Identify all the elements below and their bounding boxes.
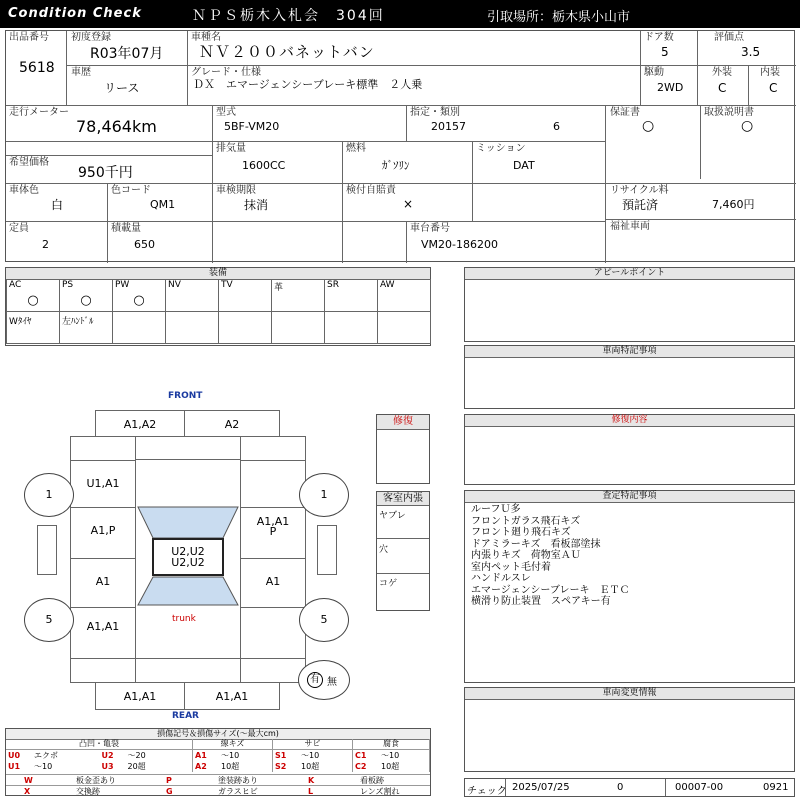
right-front-door: A1,A1 P [240,507,306,559]
equipment-option-cell [377,311,431,344]
insurance: × [403,197,414,211]
model-name-label: 車種名 [191,32,221,43]
price-label: 希望価格 [9,157,49,168]
info-grid [5,30,795,262]
left-rear-door: A1 [70,558,136,608]
chassis-number: VM20-186200 [421,238,498,251]
legend-code: S2 [275,762,287,771]
front-bumper-left: A1,A2 [95,410,185,437]
equipment-cell-sr [324,279,378,312]
legend-code: U0 [8,751,21,760]
equipment-option-cell [59,311,113,344]
grade: ＤＸ エマージェンシーブレーキ標準 ２人乗 [193,78,423,91]
legend-code: G [166,787,173,796]
legend-code: S1 [275,751,287,760]
damage-legend [5,728,431,796]
legend-code: U3 [101,762,114,771]
equipment-label: NV [168,280,181,290]
legend-code-row [6,785,430,797]
front-label: FRONT [168,391,203,401]
legend-desc: 〜20 [127,751,146,760]
equipment-title: 装備 [6,268,430,280]
roof: U2,U2 U2,U2 [152,538,224,576]
right-front-fender [240,460,306,508]
legend-group-name: 腐食 [353,739,429,750]
check-date: 2025/07/25 [512,782,570,793]
legend-desc: 〜10 [301,751,320,760]
cabin-box [376,491,430,611]
repair-content-panel [464,414,795,485]
equipment-panel [5,267,431,346]
legend-group [353,739,430,772]
model-code-label: 型式 [216,107,236,118]
legend-group [273,739,353,772]
legend-code: C2 [355,762,367,771]
load-capacity: 650 [134,238,155,251]
equipment-option-cell [218,311,272,344]
equipment-cell-pw [112,279,166,312]
chassis-label: 車台番号 [410,223,450,234]
tire-rear-left: 5 [24,598,74,642]
cabin-title: 客室内張 [377,492,429,506]
inspection-note: 室内ペット毛付着 [471,561,551,573]
legend-desc: 〜10 [381,751,400,760]
legend-desc: レンズ割れ [360,787,400,796]
equipment-label: AC [9,280,22,290]
color-code: QM1 [150,198,176,211]
lot-number: 5618 [19,60,55,76]
equipment-mark: ○ [133,293,145,308]
exterior-grade: C [718,81,727,95]
welfare-label: 福祉車両 [610,221,650,232]
type-number: 20157 [431,120,466,133]
recycle-fee: 7,460円 [712,198,755,211]
changes-title: 車両変更情報 [465,688,794,700]
inspection-expiry: 抹消 [244,198,269,212]
displacement-label: 排気量 [216,143,246,154]
equipment-label: PS [62,280,74,290]
car-diagram [0,385,375,725]
legend-row [6,761,192,772]
warranty-label: 保証書 [610,107,640,118]
right-quarter-panel [240,607,306,659]
type-label: 指定・類別 [410,107,460,118]
legend-title: 損傷記号＆損傷サイズ(〜最大cm) [6,729,430,740]
body-color: 白 [51,198,64,212]
fuel-label: 燃料 [346,143,366,154]
appeal-panel [464,267,795,342]
equipment-label: 革 [274,283,284,293]
inspection-note: 内張りキズ 荷物室ＡＵ [471,550,581,561]
right-rear-door: A1 [240,558,306,608]
cabin-item-tear: ヤブレ [379,511,406,521]
score-label: 評価点 [714,32,744,43]
left-mirror [37,525,57,575]
inspection-note: ドアミラーキズ 看板部塗抹 [471,538,601,550]
warranty: ○ [642,118,655,134]
legend-group [6,739,193,772]
special-panel [464,345,795,409]
header-bar [0,0,800,28]
legend-code: U2 [101,751,114,760]
windshield-rear [135,575,241,607]
interior-grade: C [769,81,778,95]
front-bumper-right: A2 [184,410,280,437]
insurance-label: 検付自賠責 [346,185,396,196]
equipment-cell-nv [165,279,219,312]
category-number: 6 [553,120,560,133]
left-front-fender: U1,A1 [70,460,136,508]
equipment-label: TV [221,280,233,290]
model-code: 5BF-VM20 [224,120,280,133]
load-label: 積載量 [111,223,141,234]
legend-desc: 10超 [381,762,400,771]
history-label: 車歴 [71,67,91,78]
mission-label: ミッション [476,143,526,154]
color-label: 車体色 [9,185,39,196]
legend-code: A1 [195,751,207,760]
cabin-item-burn: コゲ [379,579,398,589]
mission: DAT [513,159,535,172]
grade-label: グレード・仕様 [191,67,261,78]
inspection-notes-list [471,504,629,608]
appeal-title: アピールポイント [465,268,794,280]
legend-desc: 〜10 [221,751,240,760]
equipment-option-cell [165,311,219,344]
rear-label: REAR [172,711,199,721]
inspection-note: フロントガラス飛石キズ [471,515,581,527]
inspection-notes-title: 査定特記事項 [465,491,794,503]
serial-number-2: 0921 [763,782,789,793]
manual: ○ [741,118,754,134]
equipment-label: SR [327,280,339,290]
legend-row [353,750,429,761]
equipment-option-label: Wﾀｲﾔ [9,317,32,327]
equipment-label: PW [115,280,130,290]
inspection-label: 車検期限 [216,185,256,196]
equipment-cell-aw [377,279,431,312]
inspection-note: フロント廻り飛石キズ [471,527,571,538]
tire-front-right: 1 [299,473,349,517]
displacement: 1600CC [242,159,286,172]
check-label: チェック [467,786,507,797]
legend-code: K [308,776,315,785]
drive-label: 駆動 [644,67,664,78]
legend-row [273,750,352,761]
windshield-front [135,505,241,540]
legend-group [193,739,273,772]
right-mirror [317,525,337,575]
inspection-note: 横滑り防止装置 スペアキー有 [471,596,611,607]
interior-label: 内装 [760,67,780,78]
legend-code: C1 [355,751,367,760]
capacity: 2 [42,238,49,251]
rear-bumper-left: A1,A1 [95,682,185,710]
equipment-label: AW [380,280,395,290]
auction-title: ＮＰＳ栃木入札会 304回 [192,8,385,24]
repair-content-title: 修復内容 [465,415,794,427]
legend-desc: 看板跡 [360,776,384,785]
first-registration: R03年07月 [90,46,164,62]
legend-desc: 塗装跡あり [218,776,258,785]
legend-desc: エクボ [34,751,58,760]
changes-panel [464,687,795,772]
legend-row [273,761,352,772]
fuel: ｶﾞｿﾘﾝ [382,159,410,172]
app-title: Condition Check [8,6,142,21]
equipment-option-cell [6,311,60,344]
equipment-cell-革 [271,279,325,312]
cabin-item-hole: 穴 [379,545,389,555]
capacity-label: 定員 [9,223,29,234]
history: リース [104,81,140,95]
legend-code: U1 [8,762,21,771]
equipment-option-label: 左ﾊﾝﾄﾞﾙ [62,317,94,327]
legend-desc: 板金歪あり [76,776,116,785]
legend-desc: 10超 [301,762,320,771]
tire-front-left: 1 [24,473,74,517]
inspection-notes-panel [464,490,795,683]
legend-desc: 〜10 [34,762,53,771]
manual-label: 取扱説明書 [704,107,754,118]
lot-label: 出品番号 [9,32,49,43]
rear-bumper-right: A1,A1 [184,682,280,710]
score: 3.5 [741,45,761,59]
odometer-label: 走行メーター [9,107,69,118]
legend-desc: 20超 [127,762,146,771]
legend-desc: ガラスヒビ [218,787,258,796]
legend-code: P [166,776,172,785]
drive: 2WD [657,81,684,94]
legend-desc: 交換跡 [76,787,100,796]
recycle-status: 預託済 [622,198,659,212]
footer-bar [464,778,795,797]
doors: 5 [661,45,669,59]
exterior-label: 外装 [712,67,732,78]
repair-title: 修復 [377,415,429,430]
legend-group-name: 線キズ [193,739,272,750]
spare-yes-icon: 有 [307,672,323,688]
inspection-note: ハンドルスレ [471,573,531,584]
legend-row [193,761,272,772]
legend-row [193,750,272,761]
legend-group-name: サビ [273,739,352,750]
inspection-note: エマージェンシーブレーキ ＥＴＣ [471,584,630,596]
legend-code: L [308,787,314,796]
equipment-option-cell [112,311,166,344]
legend-group-name: 凸凹・亀裂 [6,739,192,750]
equipment-option-cell [324,311,378,344]
legend-code: W [24,776,33,785]
equipment-cell-ps [59,279,113,312]
left-front-door: A1,P [70,507,136,559]
color-code-label: 色コード [111,185,151,196]
equipment-cell-tv [218,279,272,312]
tire-rear-right: 5 [299,598,349,642]
repair-box [376,414,430,484]
tailgate [135,658,241,683]
special-title: 車両特記事項 [465,346,794,358]
equipment-mark: ○ [80,293,92,308]
equipment-cell-ac [6,279,60,312]
model-name: ＮＶ２００バネットバン [199,43,375,61]
legend-row [6,750,192,761]
odometer: 78,464km [76,117,157,136]
equipment-mark: ○ [27,293,39,308]
inspection-note: ルーフＵ多 [471,504,521,515]
spare-tire: 有 無 [298,660,350,700]
pickup-location: 引取場所：栃木県小山市 [487,10,631,25]
equipment-option-cell [271,311,325,344]
recycle-label: リサイクル料 [610,185,669,196]
trunk-label: trunk [172,614,196,624]
doors-label: ドア数 [644,32,674,43]
legend-code: X [24,787,31,796]
check-count: 0 [617,782,624,793]
serial-number: 00007-00 [675,782,724,793]
first-registration-label: 初度登録 [71,32,111,43]
desired-price: 950千円 [78,165,133,181]
hood [135,436,241,460]
legend-code: A2 [195,762,207,771]
legend-row [353,761,429,772]
left-quarter-panel: A1,A1 [70,607,136,659]
legend-desc: 10超 [221,762,240,771]
